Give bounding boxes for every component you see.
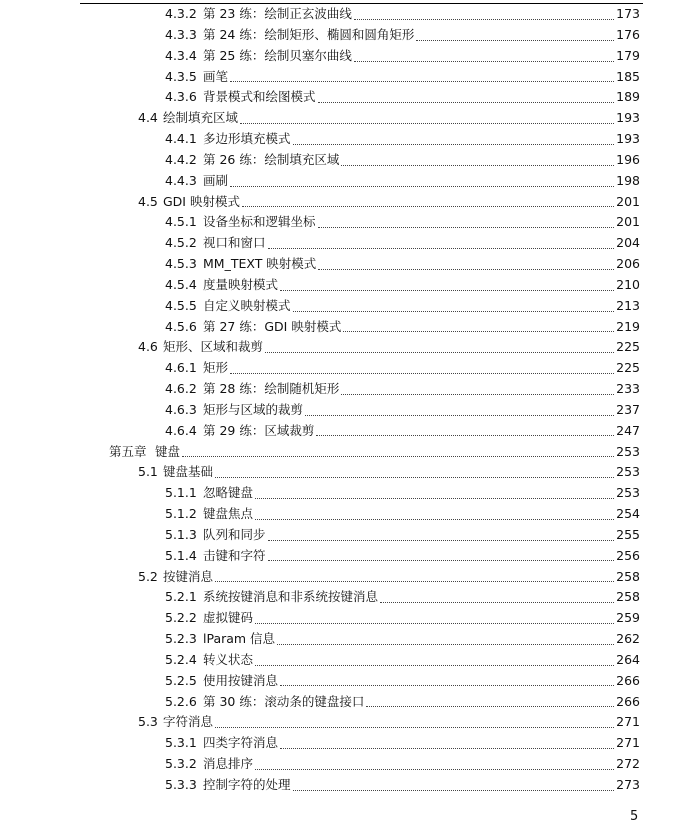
toc-entry[interactable] bbox=[165, 650, 640, 671]
toc-entry-number: 4.4.2 bbox=[165, 151, 197, 167]
toc-entry-number: 5.2.5 bbox=[165, 672, 197, 688]
toc-entry[interactable] bbox=[165, 754, 640, 775]
toc-leader-dots bbox=[341, 165, 614, 166]
toc-entry-number: 4.3.2 bbox=[165, 6, 197, 22]
toc-entry[interactable] bbox=[165, 150, 640, 171]
toc-entry[interactable] bbox=[165, 379, 640, 400]
toc-leader-dots bbox=[280, 290, 614, 291]
toc-entry-number: 4.5.2 bbox=[165, 235, 197, 251]
toc-leader-dots bbox=[255, 665, 614, 666]
toc-entry-number: 5.1.3 bbox=[165, 526, 197, 542]
toc-entry-page: 206 bbox=[616, 256, 640, 272]
toc-entry-page: 196 bbox=[616, 151, 640, 167]
toc-entry-number: 4.3.4 bbox=[165, 47, 197, 63]
toc-entry-title: 按键消息 bbox=[163, 568, 214, 584]
toc-entry-number: 5.1 bbox=[138, 464, 158, 480]
toc-entry-number: 4.5.6 bbox=[165, 318, 197, 334]
toc-entry-number: 4.3.5 bbox=[165, 68, 197, 84]
toc-entry-title: 度量映射模式 bbox=[203, 276, 279, 292]
toc-entry-page: 262 bbox=[616, 631, 640, 647]
toc-entry-number: 4.6.3 bbox=[165, 401, 197, 417]
toc-entry[interactable] bbox=[165, 525, 640, 546]
toc-entry-title: 第 27 练：GDI 映射模式 bbox=[203, 318, 342, 334]
toc-leader-dots bbox=[280, 685, 614, 686]
toc-entry-title: lParam 信息 bbox=[203, 631, 276, 647]
toc-entry-page: 253 bbox=[616, 443, 640, 459]
toc-entry[interactable] bbox=[138, 462, 640, 483]
toc-entry-title: 字符消息 bbox=[163, 714, 214, 730]
toc-entry[interactable] bbox=[165, 171, 640, 192]
toc-entry[interactable] bbox=[165, 421, 640, 442]
toc-entry[interactable] bbox=[165, 691, 640, 712]
toc-entry-title: 画刷 bbox=[203, 172, 229, 188]
toc-entry-page: 225 bbox=[616, 360, 640, 376]
toc-leader-dots bbox=[318, 102, 615, 103]
toc-entry-number: 4.6.4 bbox=[165, 422, 197, 438]
toc-entry-page: 201 bbox=[616, 214, 640, 230]
toc-entry-title: 矩形 bbox=[203, 360, 229, 376]
toc-entry-number: 4.5.3 bbox=[165, 256, 197, 272]
toc-entry-title: 第 26 练：绘制填充区域 bbox=[203, 151, 340, 167]
toc-entry-number: 4.6.2 bbox=[165, 381, 197, 397]
toc-leader-dots bbox=[242, 206, 614, 207]
toc-entry-title: 矩形与区域的裁剪 bbox=[203, 401, 304, 417]
toc-entry-number: 4.3.6 bbox=[165, 89, 197, 105]
toc-entry-page: 258 bbox=[616, 568, 640, 584]
toc-entry-number: 4.5 bbox=[138, 193, 158, 209]
toc-entry[interactable] bbox=[138, 108, 640, 129]
toc-entry[interactable] bbox=[165, 587, 640, 608]
page-number: 5 bbox=[630, 809, 639, 824]
toc-leader-dots bbox=[240, 123, 614, 124]
toc-leader-dots bbox=[366, 706, 614, 707]
toc-entry-page: 179 bbox=[616, 47, 640, 63]
toc-leader-dots bbox=[293, 790, 615, 791]
toc-entry-page: 219 bbox=[616, 318, 640, 334]
toc-leader-dots bbox=[182, 456, 614, 457]
toc-entry-page: 264 bbox=[616, 651, 640, 667]
toc-entry-title: 第 25 练：绘制贝塞尔曲线 bbox=[203, 47, 352, 63]
toc-entry-title: 使用按键消息 bbox=[203, 672, 279, 688]
toc-leader-dots bbox=[305, 415, 614, 416]
toc-entry[interactable] bbox=[165, 25, 640, 46]
toc-entry[interactable] bbox=[165, 483, 640, 504]
toc-entry-page: 271 bbox=[616, 735, 640, 751]
toc-entry-page: 210 bbox=[616, 276, 640, 292]
toc-entry-page: 225 bbox=[616, 339, 640, 355]
toc-entry-title: GDI 映射模式 bbox=[163, 193, 240, 209]
toc-leader-dots bbox=[293, 144, 615, 145]
toc-leader-dots bbox=[318, 269, 614, 270]
toc-entry[interactable] bbox=[165, 87, 640, 108]
toc-entry-page: 189 bbox=[616, 89, 640, 105]
toc-entry-page: 266 bbox=[616, 693, 640, 709]
toc-entry-page: 204 bbox=[616, 235, 640, 251]
toc-entry-title: 键盘焦点 bbox=[203, 506, 254, 522]
toc-entry-number: 4.5.4 bbox=[165, 276, 197, 292]
toc-entry[interactable] bbox=[165, 46, 640, 67]
toc-leader-dots bbox=[215, 581, 614, 582]
toc-entry[interactable] bbox=[165, 129, 640, 150]
toc-entry-title: 背景模式和绘图模式 bbox=[203, 89, 316, 105]
toc-entry-page: 185 bbox=[616, 68, 640, 84]
toc-entry-number: 4.3.3 bbox=[165, 26, 197, 42]
toc-entry-page: 176 bbox=[616, 26, 640, 42]
toc-entry-page: 271 bbox=[616, 714, 640, 730]
toc-leader-dots bbox=[354, 61, 614, 62]
toc-leader-dots bbox=[354, 19, 614, 20]
toc-entry[interactable] bbox=[165, 400, 640, 421]
toc-entry-title: 第 23 练：绘制正玄波曲线 bbox=[203, 6, 352, 22]
toc-entry-number: 5.1.2 bbox=[165, 506, 197, 522]
toc-entry[interactable] bbox=[165, 212, 640, 233]
toc-entry-title: 系统按键消息和非系统按键消息 bbox=[203, 589, 379, 605]
toc-entry-title: 第 28 练：绘制随机矩形 bbox=[203, 381, 340, 397]
toc-entry-number: 5.2.4 bbox=[165, 651, 197, 667]
toc-leader-dots bbox=[318, 227, 615, 228]
toc-entry-page: 237 bbox=[616, 401, 640, 417]
toc-leader-dots bbox=[255, 519, 614, 520]
toc-entry-page: 233 bbox=[616, 381, 640, 397]
toc-entry[interactable] bbox=[165, 275, 640, 296]
toc-leader-dots bbox=[280, 748, 614, 749]
toc-entry-page: 173 bbox=[616, 6, 640, 22]
toc-entry[interactable] bbox=[165, 504, 640, 525]
toc-entry-title: 消息排序 bbox=[203, 756, 254, 772]
toc-entry[interactable] bbox=[165, 733, 640, 754]
toc-entry-page: 272 bbox=[616, 756, 640, 772]
toc-entry[interactable] bbox=[138, 191, 640, 212]
toc-entry-title: 第 24 练：绘制矩形、椭圆和圆角矩形 bbox=[203, 26, 415, 42]
toc-entry-number: 5.2.6 bbox=[165, 693, 197, 709]
toc-leader-dots bbox=[416, 40, 614, 41]
toc-entry[interactable] bbox=[165, 316, 640, 337]
toc-entry-number: 5.2.2 bbox=[165, 610, 197, 626]
toc-entry[interactable] bbox=[138, 337, 640, 358]
toc-entry-page: 266 bbox=[616, 672, 640, 688]
toc-entry-number: 4.6 bbox=[138, 339, 158, 355]
toc-leader-dots bbox=[277, 644, 614, 645]
toc-entry-number: 5.2.1 bbox=[165, 589, 197, 605]
toc-entry-number: 4.5.5 bbox=[165, 297, 197, 313]
toc-leader-dots bbox=[343, 331, 614, 332]
toc-leader-dots bbox=[255, 623, 614, 624]
toc-entry-page: 193 bbox=[616, 110, 640, 126]
toc-entry[interactable] bbox=[165, 608, 640, 629]
toc-leader-dots bbox=[293, 311, 615, 312]
toc-entry-number: 5.2 bbox=[138, 568, 158, 584]
toc-entry-number: 第五章 bbox=[109, 443, 147, 459]
toc-entry-title: 多边形填充模式 bbox=[203, 131, 291, 147]
toc-entry-page: 254 bbox=[616, 506, 640, 522]
toc-entry-title: 键盘 bbox=[155, 443, 181, 459]
toc-entry[interactable] bbox=[165, 233, 640, 254]
toc-entry-number: 4.4 bbox=[138, 110, 158, 126]
toc-leader-dots bbox=[380, 602, 614, 603]
toc-entry-title: 绘制填充区域 bbox=[163, 110, 239, 126]
toc-leader-dots bbox=[268, 540, 615, 541]
toc-entry[interactable] bbox=[165, 254, 640, 275]
toc-entry-page: 253 bbox=[616, 464, 640, 480]
toc-entry[interactable] bbox=[109, 441, 640, 462]
toc-leader-dots bbox=[255, 769, 614, 770]
toc-entry-title: 转义状态 bbox=[203, 651, 254, 667]
toc-leader-dots bbox=[341, 394, 614, 395]
toc-leader-dots bbox=[316, 435, 614, 436]
toc-entry[interactable] bbox=[165, 671, 640, 692]
toc-entry-number: 5.1.4 bbox=[165, 547, 197, 563]
toc-entry-page: 193 bbox=[616, 131, 640, 147]
toc-leader-dots bbox=[230, 81, 614, 82]
toc-entry-title: 队列和同步 bbox=[203, 526, 266, 542]
toc-entry-title: 击键和字符 bbox=[203, 547, 266, 563]
toc-entry-number: 5.3.2 bbox=[165, 756, 197, 772]
toc-entry-title: 忽略键盘 bbox=[203, 485, 254, 501]
toc-entry-title: 自定义映射模式 bbox=[203, 297, 291, 313]
toc-entry-title: 第 30 练：滚动条的键盘接口 bbox=[203, 693, 365, 709]
toc-entry-number: 4.4.1 bbox=[165, 131, 197, 147]
toc-entry-number: 4.4.3 bbox=[165, 172, 197, 188]
toc-entry-page: 247 bbox=[616, 422, 640, 438]
toc-entry-title: 设备坐标和逻辑坐标 bbox=[203, 214, 316, 230]
toc-leader-dots bbox=[215, 477, 614, 478]
toc-entry-number: 4.6.1 bbox=[165, 360, 197, 376]
toc-entry-page: 198 bbox=[616, 172, 640, 188]
toc-entry[interactable] bbox=[138, 712, 640, 733]
toc-entry-page: 256 bbox=[616, 547, 640, 563]
toc-entry-title: 虚拟键码 bbox=[203, 610, 254, 626]
toc-entry-page: 213 bbox=[616, 297, 640, 313]
toc-entry-title: 控制字符的处理 bbox=[203, 776, 291, 792]
toc-entry-title: 画笔 bbox=[203, 68, 229, 84]
toc-entry[interactable] bbox=[165, 546, 640, 567]
toc-entry-number: 5.3.1 bbox=[165, 735, 197, 751]
toc-entry[interactable] bbox=[165, 4, 640, 25]
toc-entry-title: MM_TEXT 映射模式 bbox=[203, 256, 317, 272]
toc-entry-page: 253 bbox=[616, 485, 640, 501]
toc-entry-number: 5.2.3 bbox=[165, 631, 197, 647]
toc-entry-title: 视口和窗口 bbox=[203, 235, 266, 251]
toc-leader-dots bbox=[268, 248, 615, 249]
toc-entry[interactable] bbox=[165, 296, 640, 317]
toc-entry-number: 5.3 bbox=[138, 714, 158, 730]
toc-leader-dots bbox=[230, 373, 614, 374]
toc-leader-dots bbox=[215, 727, 614, 728]
toc-entry[interactable] bbox=[165, 66, 640, 87]
toc-entry[interactable] bbox=[165, 629, 640, 650]
toc-leader-dots bbox=[268, 560, 615, 561]
toc-entry[interactable] bbox=[165, 775, 640, 796]
toc-entry-title: 四类字符消息 bbox=[203, 735, 279, 751]
toc-entry-page: 201 bbox=[616, 193, 640, 209]
toc-entry[interactable] bbox=[138, 566, 640, 587]
toc-leader-dots bbox=[230, 186, 614, 187]
toc-entry-title: 第 29 练：区域裁剪 bbox=[203, 422, 315, 438]
toc-entry-page: 255 bbox=[616, 526, 640, 542]
toc-entry-number: 5.3.3 bbox=[165, 776, 197, 792]
toc-entry-number: 5.1.1 bbox=[165, 485, 197, 501]
toc-entry[interactable] bbox=[165, 358, 640, 379]
toc-entry-page: 259 bbox=[616, 610, 640, 626]
toc-entry-title: 矩形、区域和裁剪 bbox=[163, 339, 264, 355]
toc-leader-dots bbox=[265, 352, 614, 353]
toc-entry-page: 273 bbox=[616, 776, 640, 792]
toc-entry-page: 258 bbox=[616, 589, 640, 605]
toc-leader-dots bbox=[255, 498, 614, 499]
toc-entry-number: 4.5.1 bbox=[165, 214, 197, 230]
toc-entry-title: 键盘基础 bbox=[163, 464, 214, 480]
